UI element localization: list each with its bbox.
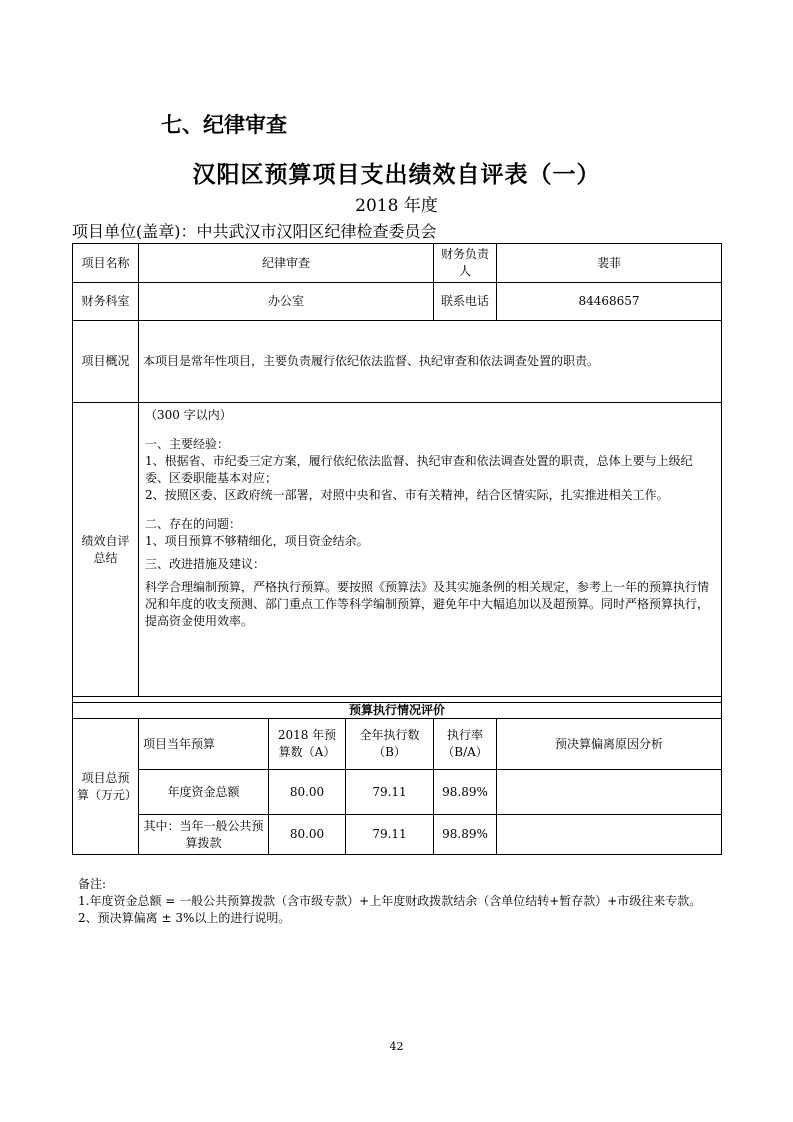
unit-line: 项目单位(盖章)：中共武汉市汉阳区纪律检查委员会 bbox=[72, 222, 437, 241]
budget-b: 79.11 bbox=[346, 815, 434, 855]
note-item: 1.年度资金总额 = 一般公共预算拨款（含市级专款）+上年度财政拨款结余（含单位结转+暂存款）+市级往来专款。 bbox=[78, 894, 702, 908]
budget-item: 其中：当年一般公共预算拨款 bbox=[139, 815, 269, 855]
notes bbox=[78, 876, 718, 927]
summary-line: 1、项目预算不够精细化，项目资金结余。 bbox=[145, 534, 369, 548]
budget-a: 80.00 bbox=[269, 770, 346, 815]
evaluation-table bbox=[72, 243, 722, 855]
budget-col-a: 2018 年预算数（A） bbox=[269, 719, 346, 770]
row-budget-columns bbox=[73, 719, 722, 770]
summary-text bbox=[139, 403, 722, 697]
budget-col-rate: 执行率（B/A） bbox=[434, 719, 497, 770]
project-name-label: 项目名称 bbox=[73, 244, 139, 283]
phone-value: 84468657 bbox=[497, 283, 722, 321]
budget-eval-header: 预算执行情况评价 bbox=[73, 703, 722, 719]
summary-label: 绩效自评总结 bbox=[73, 403, 139, 697]
row-overview bbox=[73, 321, 722, 403]
project-name-value: 纪律审查 bbox=[139, 244, 434, 283]
budget-rate: 98.89% bbox=[434, 770, 497, 815]
row-finance-dept bbox=[73, 283, 722, 321]
summary-line: 一、主要经验： bbox=[145, 437, 230, 451]
finance-dept-label: 财务科室 bbox=[73, 283, 139, 321]
summary-line: 三、改进措施及建议： bbox=[145, 557, 266, 571]
budget-b: 79.11 bbox=[346, 770, 434, 815]
summary-line: （300 字以内） bbox=[145, 408, 232, 422]
overview-text: 本项目是常年性项目，主要负责履行依纪依法监督、执纪审查和依法调查处置的职责。 bbox=[139, 321, 722, 403]
finance-person-value: 裴菲 bbox=[497, 244, 722, 283]
budget-rate: 98.89% bbox=[434, 815, 497, 855]
table-row bbox=[73, 770, 722, 815]
summary-line: 2、按照区委、区政府统一部署，对照中央和省、市有关精神，结合区情实际，扎实推进相关工作。 bbox=[145, 488, 669, 502]
year-label: 2018 年度 bbox=[355, 196, 438, 216]
notes-title: 备注: bbox=[78, 877, 107, 891]
finance-dept-value: 办公室 bbox=[139, 283, 434, 321]
row-summary bbox=[73, 403, 722, 697]
budget-col-b: 全年执行数（B） bbox=[346, 719, 434, 770]
budget-item: 年度资金总额 bbox=[139, 770, 269, 815]
budget-reason bbox=[497, 770, 722, 815]
budget-reason bbox=[497, 815, 722, 855]
table-row bbox=[73, 815, 722, 855]
row-project-name bbox=[73, 244, 722, 283]
phone-label: 联系电话 bbox=[434, 283, 497, 321]
page-number: 42 bbox=[389, 1040, 404, 1053]
budget-col-reason: 预决算偏离原因分析 bbox=[497, 719, 722, 770]
budget-a: 80.00 bbox=[269, 815, 346, 855]
summary-line: 二、存在的问题： bbox=[145, 517, 242, 531]
budget-col-item: 项目当年预算 bbox=[139, 719, 269, 770]
section-heading: 七、纪律审查 bbox=[161, 113, 287, 137]
budget-total-label: 项目总预算（万元） bbox=[73, 719, 139, 855]
row-budget-header bbox=[73, 703, 722, 719]
summary-line: 1、根据省、市纪委三定方案，履行依纪依法监督、执纪审查和依法调查处置的职责，总体上要与上级纪委、区委职能基本对应； bbox=[145, 454, 693, 485]
overview-label: 项目概况 bbox=[73, 321, 139, 403]
note-item: 2、预决算偏离 ± 3%以上的进行说明。 bbox=[78, 911, 291, 925]
finance-person-label: 财务负责人 bbox=[434, 244, 497, 283]
page-title: 汉阳区预算项目支出绩效自评表（一） bbox=[192, 161, 601, 188]
summary-line: 科学合理编制预算，严格执行预算。要按照《预算法》及其实施条例的相关规定，参考上一年的预算执行情况和年度的收支预测、部门重点工作等科学编制预算，避免年中大幅追加以及超预算。同时严格预算执行，提高资金使用效率。 bbox=[145, 580, 710, 628]
